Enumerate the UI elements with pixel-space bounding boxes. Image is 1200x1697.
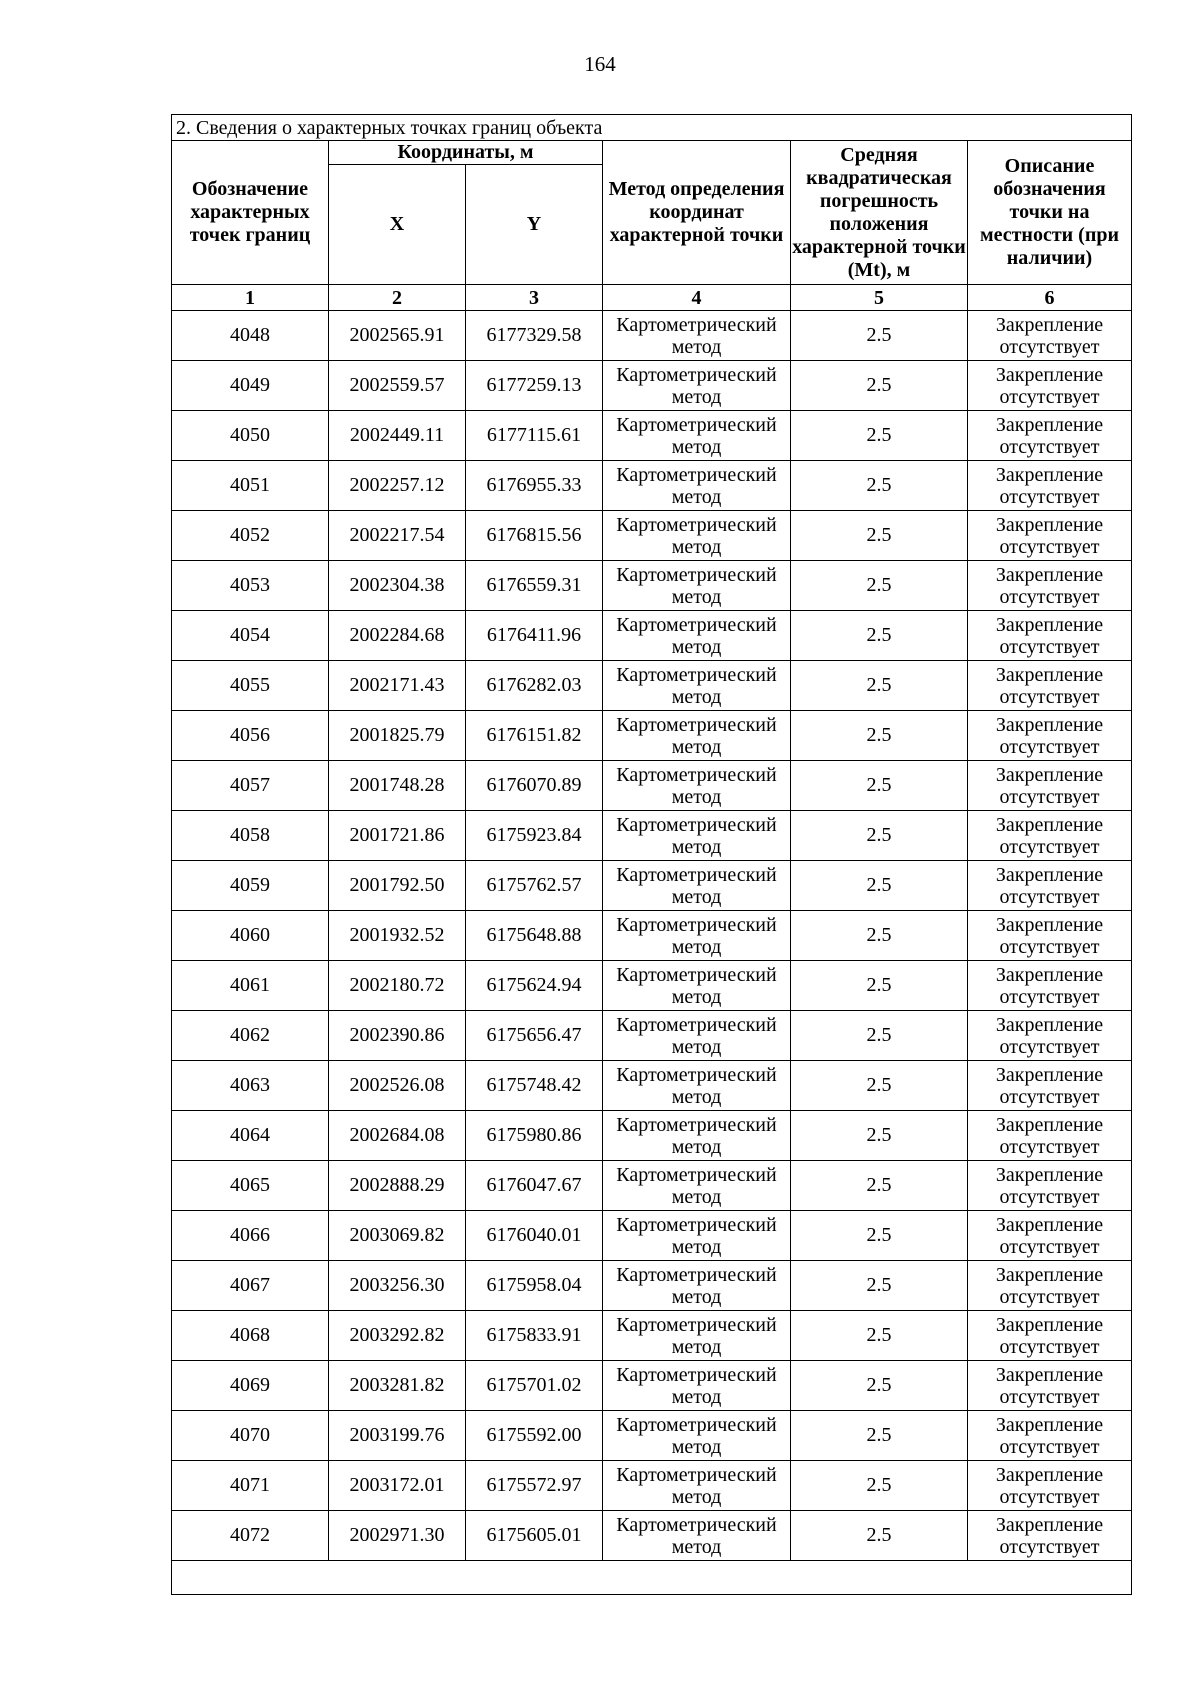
error-value-cell: 2.5 [791,361,968,411]
method-text-line-2: метод [671,785,722,808]
error-value-cell: 2.5 [791,311,968,361]
description-text-line-2: отсутствует [999,1235,1100,1258]
point-id-cell: 4052 [172,511,329,561]
description-cell [968,761,1132,811]
y-coordinate-cell: 6176040.01 [466,1211,603,1261]
method-text-line-2: метод [671,685,722,708]
table-row [172,1511,1132,1561]
x-coordinate-cell: 2001748.28 [329,761,466,811]
point-id-cell: 4062 [172,1011,329,1061]
x-coordinate-cell: 2002390.86 [329,1011,466,1061]
description-text-line-1: Закрепление [995,1163,1104,1186]
table-row [172,1011,1132,1061]
table-row [172,761,1132,811]
method-text-line-1: Картометрический [616,1363,777,1386]
method-text-line-1: Картометрический [616,1163,777,1186]
table-row [172,861,1132,911]
column-number-6: 6 [968,285,1132,311]
method-text-line-2: метод [671,1235,722,1258]
description-text-line-1: Закрепление [995,313,1104,336]
error-value-cell: 2.5 [791,561,968,611]
y-coordinate-cell: 6175833.91 [466,1311,603,1361]
description-text-line-2: отсутствует [999,1535,1100,1558]
method-text-line-2: метод [671,1085,722,1108]
description-cell [968,961,1132,1011]
point-id-cell: 4055 [172,661,329,711]
description-text-line-1: Закрепление [995,1313,1104,1336]
x-coordinate-cell: 2002180.72 [329,961,466,1011]
method-text-line-1: Картометрический [616,313,777,336]
description-text-line-2: отсутствует [999,1085,1100,1108]
point-id-cell: 4065 [172,1161,329,1211]
x-coordinate-cell: 2002684.08 [329,1111,466,1161]
method-text-line-1: Картометрический [616,363,777,386]
header-y: Y [466,165,603,285]
method-text-line-2: метод [671,1485,722,1508]
error-value-cell: 2.5 [791,811,968,861]
description-text-line-1: Закрепление [995,1463,1104,1486]
table-row [172,1061,1132,1111]
description-text-line-1: Закрепление [995,863,1104,886]
description-text-line-2: отсутствует [999,435,1100,458]
description-text-line-1: Закрепление [995,663,1104,686]
table-row [172,811,1132,861]
description-text-line-2: отсутствует [999,1185,1100,1208]
error-value-cell: 2.5 [791,1461,968,1511]
description-cell [968,1061,1132,1111]
description-cell [968,1311,1132,1361]
method-text-line-1: Картометрический [616,713,777,736]
y-coordinate-cell: 6175624.94 [466,961,603,1011]
column-number-1: 1 [172,285,329,311]
method-text-line-2: метод [671,835,722,858]
description-text-line-2: отсутствует [999,1335,1100,1358]
page-number: 164 [584,52,616,76]
method-cell [603,1111,791,1161]
y-coordinate-cell: 6176411.96 [466,611,603,661]
description-text-line-1: Закрепление [995,613,1104,636]
description-text-line-2: отсутствует [999,585,1100,608]
description-cell [968,1111,1132,1161]
description-cell [968,361,1132,411]
method-cell [603,1411,791,1461]
x-coordinate-cell: 2003172.01 [329,1461,466,1511]
y-coordinate-cell: 6175980.86 [466,1111,603,1161]
y-coordinate-cell: 6175605.01 [466,1511,603,1561]
method-text-line-2: метод [671,535,722,558]
table-row [172,361,1132,411]
description-cell [968,411,1132,461]
method-cell [603,611,791,661]
error-value-cell: 2.5 [791,661,968,711]
description-cell [968,1361,1132,1411]
y-coordinate-cell: 6176559.31 [466,561,603,611]
description-text-line-1: Закрепление [995,713,1104,736]
description-cell [968,1411,1132,1461]
description-text-line-1: Закрепление [995,1113,1104,1136]
error-value-cell: 2.5 [791,1211,968,1261]
table-row [172,1461,1132,1511]
method-text-line-1: Картометрический [616,963,777,986]
error-value-cell: 2.5 [791,611,968,661]
method-cell [603,511,791,561]
header-designation: Обозначение характерных точек границ [172,141,329,285]
error-value-cell: 2.5 [791,1011,968,1061]
description-cell [968,861,1132,911]
table-row [172,911,1132,961]
y-coordinate-cell: 6176070.89 [466,761,603,811]
method-text-line-1: Картометрический [616,1213,777,1236]
description-cell [968,911,1132,961]
description-text-line-1: Закрепление [995,563,1104,586]
description-text-line-2: отсутствует [999,1485,1100,1508]
error-value-cell: 2.5 [791,1411,968,1461]
point-id-cell: 4059 [172,861,329,911]
error-value-cell: 2.5 [791,711,968,761]
point-id-cell: 4071 [172,1461,329,1511]
description-text-line-1: Закрепление [995,913,1104,936]
method-cell [603,961,791,1011]
y-coordinate-cell: 6176815.56 [466,511,603,561]
point-id-cell: 4056 [172,711,329,761]
method-text-line-2: метод [671,385,722,408]
x-coordinate-cell: 2002304.38 [329,561,466,611]
method-text-line-1: Картометрический [616,613,777,636]
y-coordinate-cell: 6175748.42 [466,1061,603,1111]
method-text-line-2: метод [671,485,722,508]
method-cell [603,1261,791,1311]
description-cell [968,611,1132,661]
method-text-line-2: метод [671,1035,722,1058]
description-text-line-2: отсутствует [999,485,1100,508]
table-row [172,511,1132,561]
method-text-line-2: метод [671,985,722,1008]
x-coordinate-cell: 2003281.82 [329,1361,466,1411]
method-cell [603,561,791,611]
y-coordinate-cell: 6175592.00 [466,1411,603,1461]
error-value-cell: 2.5 [791,1361,968,1411]
method-text-line-2: метод [671,935,722,958]
y-coordinate-cell: 6176955.33 [466,461,603,511]
description-cell [968,711,1132,761]
description-text-line-2: отсутствует [999,885,1100,908]
error-value-cell: 2.5 [791,911,968,961]
method-cell [603,1311,791,1361]
method-text-line-1: Картометрический [616,1063,777,1086]
point-id-cell: 4057 [172,761,329,811]
method-cell [603,1511,791,1561]
x-coordinate-cell: 2001932.52 [329,911,466,961]
description-text-line-2: отсутствует [999,685,1100,708]
method-text-line-2: метод [671,885,722,908]
description-text-line-2: отсутствует [999,835,1100,858]
table-row [172,1261,1132,1311]
point-id-cell: 4060 [172,911,329,961]
x-coordinate-cell: 2003256.30 [329,1261,466,1311]
description-cell [968,1261,1132,1311]
x-coordinate-cell: 2003292.82 [329,1311,466,1361]
description-text-line-1: Закрепление [995,1063,1104,1086]
column-number-5: 5 [791,285,968,311]
table-caption: 2. Сведения о характерных точках границ объекта [172,115,1132,141]
y-coordinate-cell: 6176047.67 [466,1161,603,1211]
column-number-3: 3 [466,285,603,311]
y-coordinate-cell: 6176282.03 [466,661,603,711]
description-text-line-2: отсутствует [999,785,1100,808]
x-coordinate-cell: 2001721.86 [329,811,466,861]
x-coordinate-cell: 2002171.43 [329,661,466,711]
error-value-cell: 2.5 [791,1161,968,1211]
method-text-line-2: метод [671,1385,722,1408]
header-method: Метод определения координат характерной точки [603,141,791,285]
point-id-cell: 4048 [172,311,329,361]
description-text-line-1: Закрепление [995,463,1104,486]
description-text-line-1: Закрепление [995,1513,1104,1536]
header-error: Средняя квадратическая погрешность положения характерной точки (Mt), м [791,141,968,285]
method-cell [603,411,791,461]
description-text-line-2: отсутствует [999,935,1100,958]
error-value-cell: 2.5 [791,511,968,561]
description-text-line-1: Закрепление [995,1213,1104,1236]
method-cell [603,311,791,361]
method-text-line-2: метод [671,435,722,458]
method-cell [603,661,791,711]
method-cell [603,811,791,861]
y-coordinate-cell: 6175762.57 [466,861,603,911]
description-text-line-2: отсутствует [999,1035,1100,1058]
table-row [172,611,1132,661]
method-text-line-2: метод [671,635,722,658]
method-text-line-1: Картометрический [616,863,777,886]
table-row [172,661,1132,711]
boundary-points-table-container [171,114,1131,1595]
method-text-line-2: метод [671,1135,722,1158]
table-row [172,1161,1132,1211]
table-row [172,711,1132,761]
method-cell [603,861,791,911]
column-number-4: 4 [603,285,791,311]
description-cell [968,661,1132,711]
description-text-line-1: Закрепление [995,963,1104,986]
method-cell [603,1461,791,1511]
method-text-line-1: Картометрический [616,563,777,586]
method-cell [603,761,791,811]
method-text-line-2: метод [671,1285,722,1308]
point-id-cell: 4050 [172,411,329,461]
method-text-line-2: метод [671,1335,722,1358]
description-cell [968,461,1132,511]
description-text-line-2: отсутствует [999,535,1100,558]
description-text-line-2: отсутствует [999,1435,1100,1458]
description-cell [968,1161,1132,1211]
method-text-line-1: Картометрический [616,913,777,936]
boundary-points-table [171,114,1132,1595]
table-row [172,561,1132,611]
method-text-line-1: Картометрический [616,513,777,536]
point-id-cell: 4064 [172,1111,329,1161]
table-row [172,1361,1132,1411]
y-coordinate-cell: 6177259.13 [466,361,603,411]
description-cell [968,811,1132,861]
point-id-cell: 4061 [172,961,329,1011]
x-coordinate-cell: 2002565.91 [329,311,466,361]
description-text-line-2: отсутствует [999,1385,1100,1408]
y-coordinate-cell: 6175572.97 [466,1461,603,1511]
method-text-line-1: Картометрический [616,763,777,786]
table-row [172,1311,1132,1361]
method-text-line-1: Картометрический [616,463,777,486]
point-id-cell: 4066 [172,1211,329,1261]
error-value-cell: 2.5 [791,1061,968,1111]
x-coordinate-cell: 2002284.68 [329,611,466,661]
method-text-line-1: Картометрический [616,1113,777,1136]
y-coordinate-cell: 6175923.84 [466,811,603,861]
point-id-cell: 4072 [172,1511,329,1561]
error-value-cell: 2.5 [791,1311,968,1361]
x-coordinate-cell: 2002559.57 [329,361,466,411]
table-body [172,311,1132,1561]
method-text-line-2: метод [671,585,722,608]
y-coordinate-cell: 6175648.88 [466,911,603,961]
point-id-cell: 4054 [172,611,329,661]
point-id-cell: 4058 [172,811,329,861]
method-text-line-2: метод [671,1535,722,1558]
method-text-line-1: Картометрический [616,1463,777,1486]
table-row [172,1211,1132,1261]
y-coordinate-cell: 6175958.04 [466,1261,603,1311]
description-text-line-2: отсутствует [999,985,1100,1008]
error-value-cell: 2.5 [791,461,968,511]
method-text-line-1: Картометрический [616,1413,777,1436]
method-cell [603,1011,791,1061]
method-text-line-2: метод [671,735,722,758]
method-cell [603,911,791,961]
point-id-cell: 4049 [172,361,329,411]
y-coordinate-cell: 6176151.82 [466,711,603,761]
header-x: X [329,165,466,285]
method-cell [603,1361,791,1411]
description-text-line-1: Закрепление [995,513,1104,536]
description-text-line-1: Закрепление [995,1363,1104,1386]
method-text-line-1: Картометрический [616,813,777,836]
description-text-line-1: Закрепление [995,1413,1104,1436]
method-text-line-1: Картометрический [616,1313,777,1336]
method-text-line-1: Картометрический [616,1263,777,1286]
error-value-cell: 2.5 [791,761,968,811]
description-cell [968,1011,1132,1061]
method-cell [603,1161,791,1211]
description-text-line-1: Закрепление [995,1263,1104,1286]
description-text-line-1: Закрепление [995,413,1104,436]
table-row [172,961,1132,1011]
table-row [172,311,1132,361]
x-coordinate-cell: 2002217.54 [329,511,466,561]
point-id-cell: 4053 [172,561,329,611]
description-text-line-1: Закрепление [995,763,1104,786]
x-coordinate-cell: 2003069.82 [329,1211,466,1261]
method-text-line-2: метод [671,335,722,358]
description-cell [968,311,1132,361]
point-id-cell: 4070 [172,1411,329,1461]
method-cell [603,1211,791,1261]
point-id-cell: 4067 [172,1261,329,1311]
method-cell [603,711,791,761]
description-cell [968,1211,1132,1261]
point-id-cell: 4063 [172,1061,329,1111]
method-text-line-2: метод [671,1185,722,1208]
table-row [172,1111,1132,1161]
point-id-cell: 4068 [172,1311,329,1361]
error-value-cell: 2.5 [791,1511,968,1561]
method-text-line-1: Картометрический [616,413,777,436]
column-number-2: 2 [329,285,466,311]
method-text-line-1: Картометрический [616,1513,777,1536]
x-coordinate-cell: 2002449.11 [329,411,466,461]
error-value-cell: 2.5 [791,961,968,1011]
error-value-cell: 2.5 [791,861,968,911]
table-row [172,461,1132,511]
description-text-line-2: отсутствует [999,335,1100,358]
x-coordinate-cell: 2002888.29 [329,1161,466,1211]
description-text-line-2: отсутствует [999,1285,1100,1308]
method-cell [603,461,791,511]
point-id-cell: 4069 [172,1361,329,1411]
description-text-line-1: Закрепление [995,1013,1104,1036]
y-coordinate-cell: 6177329.58 [466,311,603,361]
description-text-line-1: Закрепление [995,363,1104,386]
x-coordinate-cell: 2001825.79 [329,711,466,761]
point-id-cell: 4051 [172,461,329,511]
description-cell [968,511,1132,561]
error-value-cell: 2.5 [791,1261,968,1311]
y-coordinate-cell: 6175701.02 [466,1361,603,1411]
description-text-line-2: отсутствует [999,385,1100,408]
method-text-line-2: метод [671,1435,722,1458]
method-text-line-1: Картометрический [616,1013,777,1036]
y-coordinate-cell: 6175656.47 [466,1011,603,1061]
description-text-line-2: отсутствует [999,635,1100,658]
x-coordinate-cell: 2002971.30 [329,1511,466,1561]
description-text-line-1: Закрепление [995,813,1104,836]
description-cell [968,1511,1132,1561]
table-row [172,411,1132,461]
error-value-cell: 2.5 [791,1111,968,1161]
header-description: Описание обозначения точки на местности (при наличии) [968,141,1132,285]
table-row [172,1411,1132,1461]
method-cell [603,1061,791,1111]
x-coordinate-cell: 2003199.76 [329,1411,466,1461]
error-value-cell: 2.5 [791,411,968,461]
description-cell [968,561,1132,611]
description-text-line-2: отсутствует [999,735,1100,758]
header-coordinates: Координаты, м [329,141,603,165]
description-text-line-2: отсутствует [999,1135,1100,1158]
method-cell [603,361,791,411]
x-coordinate-cell: 2002257.12 [329,461,466,511]
x-coordinate-cell: 2001792.50 [329,861,466,911]
x-coordinate-cell: 2002526.08 [329,1061,466,1111]
description-cell [968,1461,1132,1511]
y-coordinate-cell: 6177115.61 [466,411,603,461]
table-empty-footer-row [172,1561,1132,1595]
method-text-line-1: Картометрический [616,663,777,686]
